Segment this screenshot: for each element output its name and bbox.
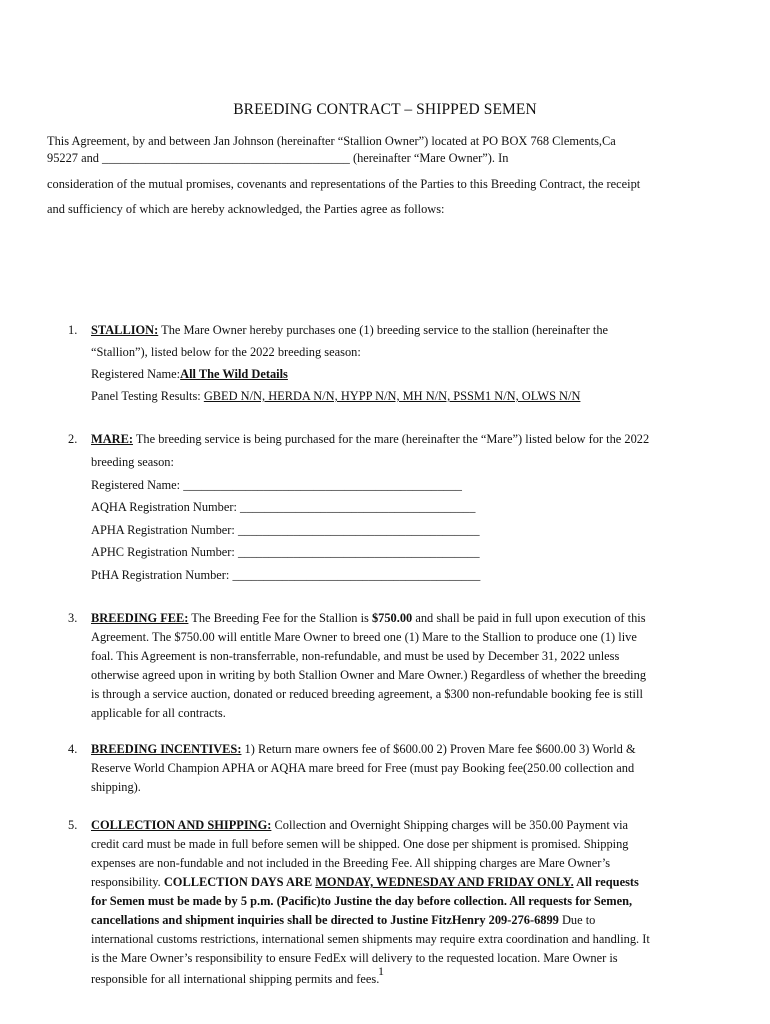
section-line — [91, 432, 649, 447]
section-line: breeding season: — [91, 455, 174, 469]
section-line — [91, 818, 628, 833]
fee-amount: $750.00 — [371, 611, 413, 625]
section-line — [91, 875, 639, 890]
section-line: “Stallion”), listed below for the 2022 breeding season: — [91, 345, 361, 359]
section-line — [91, 611, 646, 626]
section-text: All requests — [573, 875, 639, 889]
section-line: Reserve World Champion APHA or AQHA mare breed for Free (must pay Booking fee(250.00 collection and — [91, 761, 635, 775]
section-line: credit card must be made in full before semen will be shipped. One dose per shipment is promised. Shipping — [91, 837, 629, 851]
aqha-registration-field[interactable]: AQHA Registration Number: ______________________________________ — [91, 500, 476, 514]
page-number: 1 — [378, 964, 384, 978]
section-line — [91, 742, 636, 757]
section-line: is through a service auction, donated or reduced breeding agreement, a $300 non-refundable booking fee is still — [91, 687, 643, 701]
section-number: 3. — [68, 611, 78, 625]
section-line — [91, 323, 608, 338]
section-number: 4. — [68, 742, 78, 756]
collection-days-value: MONDAY, WEDNESDAY AND FRIDAY ONLY. — [315, 875, 574, 889]
panel-testing-value: GBED N/N, HERDA N/N, HYPP N/N, MH N/N, PSSM1 N/N, OLWS N/N — [203, 389, 581, 403]
section-heading: STALLION: — [91, 323, 159, 337]
section-line: shipping). — [91, 780, 141, 794]
intro-line-1: This Agreement, by and between Jan Johnson (hereinafter “Stallion Owner”) located at PO BOX 768 Clements,Ca — [47, 134, 616, 148]
section-line: is the Mare Owner’s responsibility to ensure FedEx will delivery to the requested location. Mare Owner is — [91, 951, 618, 965]
section-number: 1. — [68, 323, 78, 337]
section-line: otherwise agreed upon in writing by both Stallion Owner and Mare Owner.) Regardless of whether the breeding — [91, 668, 647, 682]
section-heading: BREEDING INCENTIVES: — [91, 742, 242, 756]
page-title: BREEDING CONTRACT – SHIPPED SEMEN — [233, 101, 537, 118]
section-text: The Mare Owner hereby purchases one (1) breeding service to the stallion (hereinafter the — [158, 323, 609, 337]
section-text: The breeding service is being purchased for the mare (hereinafter the “Mare”) listed below for the 2022 — [132, 432, 650, 446]
section-text: Collection and Overnight Shipping charges will be 350.00 Payment via — [271, 818, 629, 832]
section-line: responsible for all international shipping permits and fees. — [91, 972, 380, 986]
apha-registration-field[interactable]: APHA Registration Number: _______________________________________ — [91, 523, 480, 537]
section-heading: BREEDING FEE: — [91, 611, 189, 625]
section-heading: COLLECTION AND SHIPPING: — [91, 818, 272, 832]
section-number: 5. — [68, 818, 78, 832]
section-line — [91, 913, 595, 928]
aphc-registration-field[interactable]: APHC Registration Number: _______________________________________ — [91, 545, 480, 559]
stallion-name-value: All The Wild Details — [180, 367, 288, 381]
section-line: Agreement. The $750.00 will entitle Mare Owner to breed one (1) Mare to the Stallion to produce one (1) live — [91, 630, 637, 644]
collection-days-label: COLLECTION DAYS ARE — [163, 875, 316, 889]
ptha-registration-field[interactable]: PtHA Registration Number: ________________________________________ — [91, 568, 481, 582]
section-text: 1) Return mare owners fee of $600.00 2) Proven Mare fee $600.00 3) World & — [241, 742, 636, 756]
section-text: responsibility. — [91, 875, 164, 889]
field-label: Registered Name: — [91, 367, 181, 381]
section-line: applicable for all contracts. — [91, 706, 226, 720]
mare-registered-name-field[interactable]: Registered Name: _____________________________________________ — [91, 478, 462, 492]
contact-info: cancellations and shipment inquiries shall be directed to Justine FitzHenry 209-276-6899 — [91, 913, 559, 927]
section-line: for Semen must be made by 5 p.m. (Pacific)to Justine the day before collection. All requests for Semen, — [91, 894, 633, 908]
stallion-registered-name — [91, 367, 288, 382]
section-heading: MARE: — [91, 432, 133, 446]
panel-testing-results — [91, 389, 580, 404]
section-text: and shall be paid in full upon execution of this — [412, 611, 646, 625]
section-line: foal. This Agreement is non-transferrable, non-refundable, and must be used by December 31, 2022 unless — [91, 649, 620, 663]
section-text: Due to — [558, 913, 596, 927]
intro-line-4: and sufficiency of which are hereby acknowledged, the Parties agree as follows: — [47, 202, 445, 216]
section-number: 2. — [68, 432, 78, 446]
intro-line-2: 95227 and ________________________________________ (hereinafter “Mare Owner”). In — [47, 151, 509, 165]
section-text: The Breeding Fee for the Stallion is — [188, 611, 372, 625]
intro-line-3: consideration of the mutual promises, covenants and representations of the Parties to this Breeding Contract, the receipt — [47, 177, 641, 191]
section-line: international customs restrictions, international semen shipments may require extra coordination and handling. It — [91, 932, 650, 946]
section-line: expenses are non-fundable and not included in the Breeding Fee. All shipping charges are Mare Owner’s — [91, 856, 611, 870]
field-label: Panel Testing Results: — [91, 389, 204, 403]
